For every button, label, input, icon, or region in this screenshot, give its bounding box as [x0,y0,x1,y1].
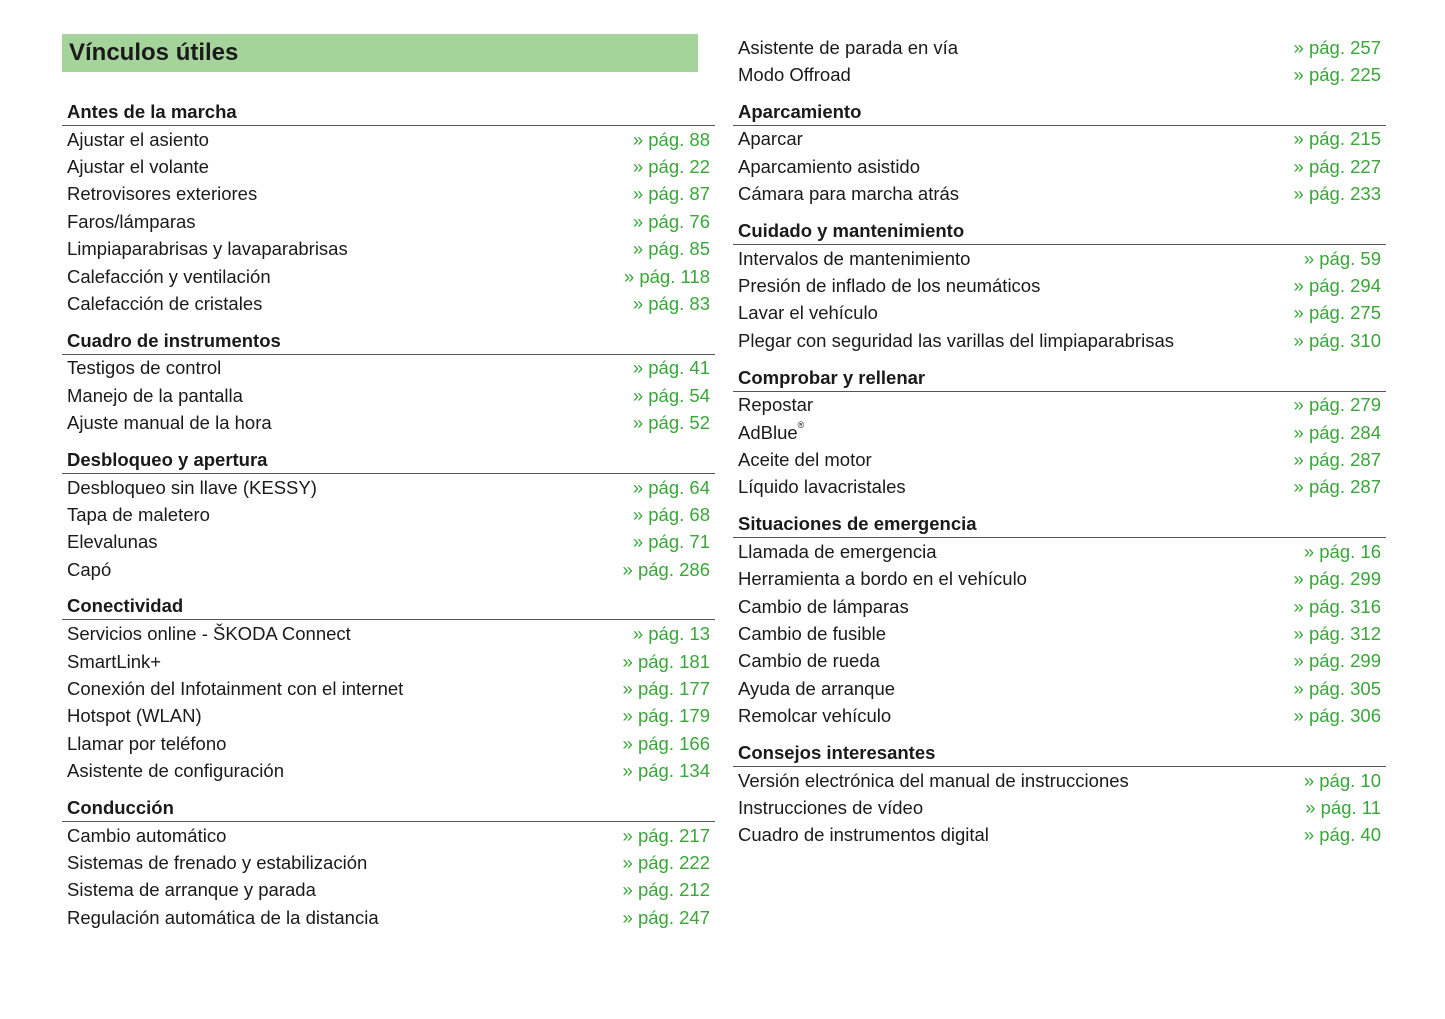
page-link[interactable]: » pág. 310 [1293,329,1381,351]
link-label [738,128,803,150]
page-title: Vínculos útiles [69,39,239,66]
page-link[interactable]: » pág. 306 [1293,705,1381,727]
link-label-text: Llamar por teléfono [67,732,227,754]
page-title-bar [62,34,698,72]
link-label-text: Capó [67,558,112,580]
link-row-intervalos-de-mantenimiento[interactable] [733,245,1386,272]
link-label-text: Calefacción y ventilación [67,265,271,287]
link-label-text: Aceite del motor [738,448,872,470]
link-row-plegar-con-seguridad-las-varillas-del-limpiaparabrisas[interactable] [733,327,1386,354]
link-label [67,385,243,407]
link-row-cambio-de-rueda[interactable] [733,648,1386,675]
link-row-aceite-del-motor[interactable] [733,446,1386,473]
section-heading-antes-de-la-marcha: Antes de la marcha [62,98,715,126]
page-link[interactable]: » pág. 59 [1303,247,1381,269]
link-label [67,733,226,755]
page-link[interactable]: » pág. 247 [622,906,710,928]
link-label-text: Intervalos de mantenimiento [738,247,971,269]
page-link[interactable]: » pág. 212 [622,879,710,901]
section-gap [62,583,715,592]
section-gap [733,355,1386,364]
section-heading-conduccion: Conducción [62,794,715,822]
link-label [67,705,202,727]
link-row-desbloqueo-sin-llave-kessy[interactable] [62,474,715,501]
link-row-capo[interactable] [62,556,715,583]
link-label-text: Faros/lámparas [67,210,196,232]
link-label-text: Limpiaparabrisas y lavaparabrisas [67,238,348,260]
link-label [738,449,872,471]
section-heading-cuadro-de-instrumentos: Cuadro de instrumentos [62,327,715,355]
page-link[interactable]: » pág. 41 [632,357,710,379]
link-row-servicios-online-skoda-connect[interactable] [62,620,715,647]
link-label [738,183,959,205]
link-row-calefaccion-y-ventilacion[interactable] [62,263,715,290]
link-label-text: Ajuste manual de la hora [67,412,272,434]
link-label [67,129,209,151]
link-label-text: Tapa de maletero [67,503,210,525]
link-label-text: Servicios online - ŠKODA Connect [67,623,351,645]
link-row-liquido-lavacristales[interactable] [733,474,1386,501]
link-row-aparcamiento-asistido[interactable] [733,153,1386,180]
page-link[interactable]: » pág. 287 [1293,476,1381,498]
page-link[interactable]: » pág. 68 [632,503,710,525]
link-row-smartlink[interactable] [62,648,715,675]
link-row-repostar[interactable] [733,392,1386,419]
section-gap [733,208,1386,217]
page-link[interactable]: » pág. 217 [622,824,710,846]
link-label-text: Cámara para marcha atrás [738,183,960,205]
link-label-text: Ajustar el asiento [67,128,209,150]
page-link[interactable]: » pág. 22 [632,156,710,178]
link-row-cuadro-de-instrumentos-digital[interactable] [733,822,1386,849]
page-link[interactable]: » pág. 284 [1293,421,1381,443]
link-label-text: Sistema de arranque y parada [67,879,316,901]
section-heading-situaciones-de-emergencia: Situaciones de emergencia [733,510,1386,538]
link-label [738,476,906,498]
link-label-text: Hotspot (WLAN) [67,705,202,727]
section-heading-consejos-interesantes: Consejos interesantes [733,739,1386,767]
link-label [738,330,1174,352]
link-label [67,531,158,553]
page-link[interactable]: » pág. 279 [1293,394,1381,416]
page-link[interactable]: » pág. 257 [1293,36,1381,58]
link-row-asistente-de-configuracion[interactable] [62,757,715,784]
link-row-sistemas-de-frenado-y-estabilizacion[interactable] [62,849,715,876]
link-label-text: Herramienta a bordo en el vehículo [738,568,1027,590]
link-row-camara-para-marcha-atras[interactable] [733,181,1386,208]
link-label [738,275,1040,297]
link-label [67,238,348,260]
page-link[interactable]: » pág. 64 [632,476,710,498]
link-label [738,156,920,178]
page-link[interactable]: » pág. 71 [632,531,710,553]
page-link[interactable]: » pág. 76 [632,210,710,232]
section-gap [733,501,1386,510]
page-link[interactable]: » pág. 275 [1293,302,1381,324]
link-label [67,357,221,379]
link-label [738,419,805,444]
link-label-text: Líquido lavacristales [738,476,906,498]
page-link[interactable]: » pág. 134 [622,760,710,782]
section-gap [62,785,715,794]
link-label-text: Repostar [738,394,814,416]
section-heading-desbloqueo-y-apertura: Desbloqueo y apertura [62,446,715,474]
page-link[interactable]: » pág. 181 [622,650,710,672]
link-label [67,623,351,645]
link-label [738,541,937,563]
link-label-text: Regulación automática de la distancia [67,906,379,928]
link-row-conexion-del-infotainment-con-el-internet[interactable] [62,675,715,702]
link-label [738,394,813,416]
page-link[interactable]: » pág. 54 [632,384,710,406]
link-label [738,705,891,727]
link-label [67,907,379,929]
link-label [67,678,403,700]
page-link[interactable]: » pág. 215 [1293,128,1381,150]
link-label-text: Llamada de emergencia [738,540,937,562]
link-label-text: Ajustar el volante [67,156,209,178]
section-gap [62,318,715,327]
link-label-text: Ayuda de arranque [738,677,896,699]
link-row-regulacion-automatica-de-la-distancia[interactable] [62,904,715,931]
link-label [67,852,367,874]
link-label-text: Presión de inflado de los neumáticos [738,275,1041,297]
link-row-faros-lamparas[interactable] [62,208,715,235]
link-label [67,559,111,581]
link-label-text: SmartLink+ [67,650,162,672]
page-link[interactable]: » pág. 299 [1293,568,1381,590]
link-row-instrucciones-de-video[interactable] [733,794,1386,821]
link-label-text: Elevalunas [67,531,158,553]
link-label-text: Cambio de lámparas [738,595,909,617]
link-label [67,156,209,178]
page-link[interactable]: » pág. 222 [622,851,710,873]
link-row-testigos-de-control[interactable] [62,355,715,382]
link-row-modo-offroad[interactable] [733,61,1386,88]
link-label-text: Aparcar [738,128,803,150]
link-label-text: Calefacción de cristales [67,293,263,315]
link-label [738,568,1027,590]
link-row-hotspot-wlan[interactable] [62,703,715,730]
link-label [67,879,316,901]
page-link[interactable]: » pág. 305 [1293,677,1381,699]
page-link[interactable]: » pág. 287 [1293,448,1381,470]
link-row-elevalunas[interactable] [62,529,715,556]
link-label [67,412,272,434]
link-label [738,596,909,618]
page-link[interactable]: » pág. 83 [632,293,710,315]
page-link[interactable]: » pág. 233 [1293,183,1381,205]
link-label-text: Lavar el vehículo [738,302,878,324]
page-link[interactable]: » pág. 52 [632,412,710,434]
link-label-text: Plegar con seguridad las varillas del limpiaparabrisas [738,329,1174,351]
link-label [738,650,880,672]
link-label [738,302,878,324]
link-label-text: Testigos de control [67,357,222,379]
page-link[interactable]: » pág. 179 [622,705,710,727]
link-label-text: Remolcar vehículo [738,705,892,727]
link-label [67,825,226,847]
section-heading-cuidado-y-mantenimiento: Cuidado y mantenimiento [733,217,1386,245]
link-label-text: Cambio automático [67,824,227,846]
section-gap [62,437,715,446]
link-row-cambio-de-fusible[interactable] [733,620,1386,647]
page-link[interactable]: » pág. 286 [622,558,710,580]
link-row-presion-de-inflado-de-los-neumaticos[interactable] [733,272,1386,299]
page-link[interactable]: » pág. 13 [632,623,710,645]
section-heading-conectividad: Conectividad [62,592,715,620]
page-link[interactable]: » pág. 166 [622,732,710,754]
right-column [733,34,1386,849]
link-label [67,211,196,233]
link-label-text: Desbloqueo sin llave (KESSY) [67,476,317,498]
page-link[interactable]: » pág. 312 [1293,622,1381,644]
link-label-text: Conexión del Infotainment con el internet [67,677,404,699]
link-row-retrovisores-exteriores[interactable] [62,181,715,208]
link-row-version-electronica-del-manual-de-instrucciones[interactable] [733,767,1386,794]
link-row-ajuste-manual-de-la-hora[interactable] [62,410,715,437]
link-label [67,504,210,526]
page-link[interactable]: » pág. 16 [1303,540,1381,562]
link-label-text: Aparcamiento asistido [738,155,921,177]
page-link[interactable]: » pág. 316 [1293,595,1381,617]
link-label [738,623,886,645]
link-row-manejo-de-la-pantalla[interactable] [62,382,715,409]
link-row-asistente-de-parada-en-via[interactable] [733,34,1386,61]
page-link[interactable]: » pág. 294 [1293,275,1381,297]
page-link[interactable]: » pág. 11 [1305,796,1381,818]
link-row-llamada-de-emergencia[interactable] [733,538,1386,565]
link-label-text: Cuadro de instrumentos digital [738,824,989,846]
link-label-text: Cambio de fusible [738,622,887,644]
link-row-ajustar-el-asiento[interactable] [62,126,715,153]
section-heading-comprobar-y-rellenar: Comprobar y rellenar [733,364,1386,392]
link-row-sistema-de-arranque-y-parada[interactable] [62,877,715,904]
link-label-text: Sistemas de frenado y estabilización [67,851,368,873]
section-heading-aparcamiento: Aparcamiento [733,98,1386,126]
page-link[interactable]: » pág. 299 [1293,650,1381,672]
link-row-adblue[interactable] [733,419,1386,446]
link-label-text: Versión electrónica del manual de instrucciones [738,769,1129,791]
link-row-tapa-de-maletero[interactable] [62,501,715,528]
link-label [738,64,851,86]
link-label-text: AdBlue [738,421,798,443]
section-gap [733,89,1386,98]
link-label-text: Asistente de parada en vía [738,36,959,58]
link-row-limpiaparabrisas-y-lavaparabrisas[interactable] [62,236,715,263]
page-link[interactable]: » pág. 118 [623,265,710,287]
link-row-herramienta-a-bordo-en-el-vehiculo[interactable] [733,565,1386,592]
link-label [67,651,161,673]
link-label [738,770,1129,792]
link-row-ayuda-de-arranque[interactable] [733,675,1386,702]
section-gap [733,730,1386,739]
link-row-lavar-el-vehiculo[interactable] [733,300,1386,327]
page-link[interactable]: » pág. 225 [1293,64,1381,86]
link-row-calefaccion-de-cristales[interactable] [62,290,715,317]
link-label [738,824,989,846]
link-label [738,678,895,700]
left-column [62,98,715,931]
page-link[interactable]: » pág. 40 [1303,824,1381,846]
link-label-text: Cambio de rueda [738,650,880,672]
page-link[interactable]: » pág. 87 [632,183,710,205]
link-label [67,760,284,782]
link-row-remolcar-vehiculo[interactable] [733,702,1386,729]
link-row-ajustar-el-volante[interactable] [62,153,715,180]
link-label-text: Manejo de la pantalla [67,384,243,406]
page-link[interactable]: » pág. 177 [622,677,710,699]
link-label [738,797,923,819]
link-label [738,248,970,270]
page-link[interactable]: » pág. 85 [632,238,710,260]
link-label [67,183,257,205]
link-row-cambio-automatico[interactable] [62,822,715,849]
page-link[interactable]: » pág. 227 [1293,155,1381,177]
link-label [67,477,317,499]
link-label-text: Instrucciones de vídeo [738,796,924,818]
page-link[interactable]: » pág. 10 [1303,769,1381,791]
link-label-text: Retrovisores exteriores [67,183,258,205]
link-row-llamar-por-telefono[interactable] [62,730,715,757]
link-row-cambio-de-lamparas[interactable] [733,593,1386,620]
link-label [738,37,958,59]
link-row-aparcar[interactable] [733,126,1386,153]
registered-mark: ® [797,419,805,430]
link-label-text: Asistente de configuración [67,760,284,782]
link-label-text: Modo Offroad [738,64,851,86]
link-label [67,293,262,315]
link-label [67,266,271,288]
page-link[interactable]: » pág. 88 [632,128,710,150]
